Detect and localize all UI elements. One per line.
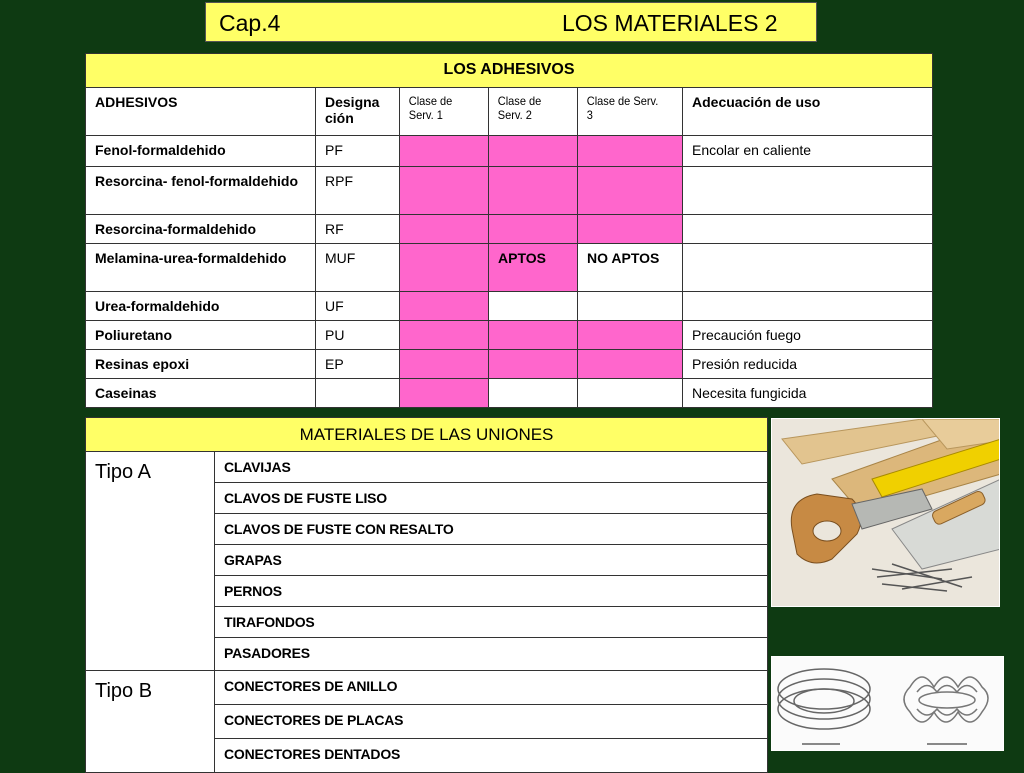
service-class-1-cell bbox=[400, 321, 489, 350]
service-class-3-cell bbox=[578, 321, 683, 350]
joint-item: CLAVOS DE FUSTE LISO bbox=[215, 483, 768, 514]
service-class-2-cell bbox=[489, 167, 578, 215]
adhesive-use bbox=[683, 244, 933, 292]
table-row bbox=[86, 350, 933, 379]
service-class-3-cell bbox=[578, 215, 683, 244]
joint-item: CLAVOS DE FUSTE CON RESALTO bbox=[215, 514, 768, 545]
joint-item: CONECTORES DE PLACAS bbox=[215, 705, 768, 739]
service-class-3-cell bbox=[578, 350, 683, 379]
column-header: Designa ción bbox=[316, 88, 400, 136]
adhesive-name: Resinas epoxi bbox=[86, 350, 316, 379]
joint-item: CONECTORES DENTADOS bbox=[215, 739, 768, 773]
service-class-1-cell bbox=[400, 292, 489, 321]
service-class-1-cell bbox=[400, 136, 489, 167]
service-class-2-cell bbox=[489, 136, 578, 167]
adhesive-use: Presión reducida bbox=[683, 350, 933, 379]
joint-item: GRAPAS bbox=[215, 545, 768, 576]
slide-title: LOS MATERIALES 2 bbox=[562, 10, 778, 36]
tipo-b-label: Tipo B bbox=[86, 671, 215, 773]
table-row bbox=[86, 671, 768, 705]
adhesive-use: Necesita fungicida bbox=[683, 379, 933, 408]
adhesives-table-title: LOS ADHESIVOS bbox=[86, 54, 933, 88]
adhesive-name: Melamina-urea-formaldehido bbox=[86, 244, 316, 292]
adhesive-code: RF bbox=[316, 215, 400, 244]
adhesive-name: Poliuretano bbox=[86, 321, 316, 350]
table-row bbox=[86, 136, 933, 167]
adhesive-name: Resorcina-formaldehido bbox=[86, 215, 316, 244]
joint-item: CLAVIJAS bbox=[215, 452, 768, 483]
adhesive-code: EP bbox=[316, 350, 400, 379]
joint-item: TIRAFONDOS bbox=[215, 607, 768, 638]
service-class-1-cell bbox=[400, 167, 489, 215]
service-class-1-cell bbox=[400, 215, 489, 244]
joint-materials-title: MATERIALES DE LAS UNIONES bbox=[86, 418, 768, 452]
column-header: Clase de Serv. 1 bbox=[400, 88, 482, 136]
ring-connectors-drawing bbox=[771, 656, 1004, 751]
service-class-2-cell bbox=[489, 379, 578, 408]
adhesive-code: MUF bbox=[316, 244, 400, 292]
service-class-2-cell: APTOS bbox=[489, 244, 578, 292]
joint-item: PASADORES bbox=[215, 638, 768, 671]
tipo-a-label: Tipo A bbox=[86, 452, 215, 671]
adhesive-name: Urea-formaldehido bbox=[86, 292, 316, 321]
service-class-3-cell bbox=[578, 379, 683, 408]
adhesive-use: Precaución fuego bbox=[683, 321, 933, 350]
chapter-label: Cap.4 bbox=[219, 10, 281, 36]
column-header: ADHESIVOS bbox=[86, 88, 316, 136]
table-row bbox=[86, 167, 933, 215]
table-row bbox=[86, 452, 768, 483]
adhesive-name: Resorcina- fenol-formaldehido bbox=[86, 167, 316, 215]
service-class-2-cell bbox=[489, 292, 578, 321]
service-class-1-cell bbox=[400, 244, 489, 292]
service-class-1-cell bbox=[400, 350, 489, 379]
service-class-3-cell bbox=[578, 167, 683, 215]
adhesives-table bbox=[85, 53, 933, 408]
adhesive-use: Encolar en caliente bbox=[683, 136, 933, 167]
adhesive-code: UF bbox=[316, 292, 400, 321]
ring-connectors-illustration bbox=[772, 657, 1004, 751]
table-row bbox=[86, 215, 933, 244]
joint-materials-table bbox=[85, 417, 768, 773]
joint-item: PERNOS bbox=[215, 576, 768, 607]
adhesive-use bbox=[683, 215, 933, 244]
adhesive-code: RPF bbox=[316, 167, 400, 215]
adhesive-name: Caseinas bbox=[86, 379, 316, 408]
column-header: Clase de Serv. 2 bbox=[489, 88, 571, 136]
service-class-3-cell: NO APTOS bbox=[578, 244, 683, 292]
adhesive-use bbox=[683, 167, 933, 215]
column-header: Clase de Serv. 3 bbox=[578, 88, 675, 136]
column-header: Adecuación de uso bbox=[683, 88, 933, 136]
service-class-3-cell bbox=[578, 292, 683, 321]
adhesive-code: PU bbox=[316, 321, 400, 350]
table-row bbox=[86, 321, 933, 350]
service-class-2-cell bbox=[489, 350, 578, 379]
adhesive-use bbox=[683, 292, 933, 321]
service-class-3-cell bbox=[578, 136, 683, 167]
service-class-2-cell bbox=[489, 321, 578, 350]
service-class-2-cell bbox=[489, 215, 578, 244]
service-class-1-cell bbox=[400, 379, 489, 408]
tools-illustration bbox=[772, 419, 1000, 607]
adhesive-name: Fenol-formaldehido bbox=[86, 136, 316, 167]
adhesive-code: PF bbox=[316, 136, 400, 167]
table-row bbox=[86, 379, 933, 408]
adhesive-code bbox=[316, 379, 400, 408]
woodworking-tools-photo bbox=[771, 418, 1000, 607]
slide-title-box bbox=[205, 2, 817, 42]
table-row bbox=[86, 244, 933, 292]
joint-item: CONECTORES DE ANILLO bbox=[215, 671, 768, 705]
table-row bbox=[86, 292, 933, 321]
